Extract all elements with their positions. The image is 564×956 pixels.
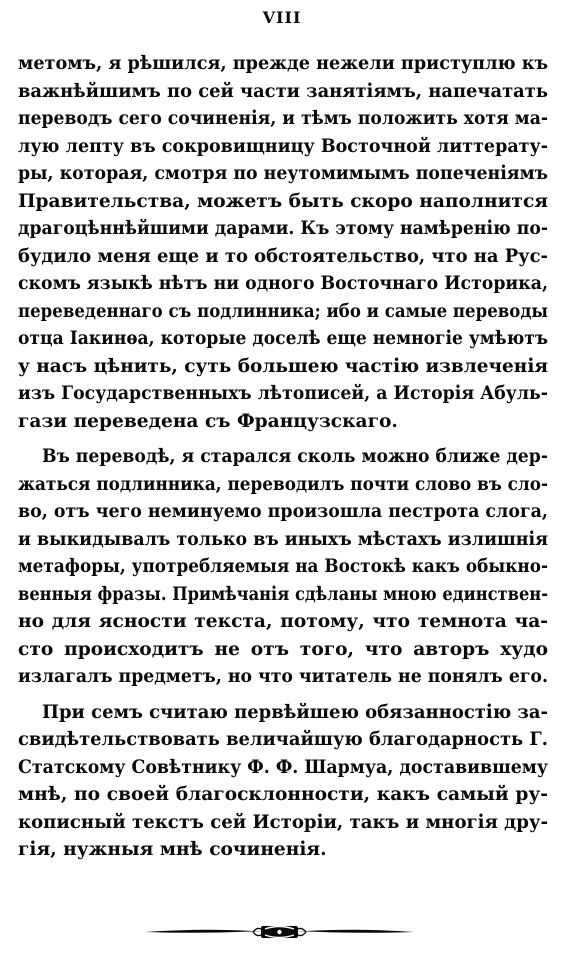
- text-line: драгоцѣннѣйшими дарами. Къ этому намѣренію по-: [18, 218, 548, 239]
- paragraph-2: [18, 443, 548, 691]
- text-line: кописный текстъ сей Исторіи, такъ и многія дру-: [18, 811, 548, 833]
- text-line: изъ Государственныхъ лѣтописей, а Исторія Абуль-: [18, 383, 548, 404]
- text-line: свидѣтельствовать величайшую благодарность Г.: [18, 729, 548, 750]
- text-line: гази переведена съ Французскаго.: [18, 410, 398, 432]
- text-line: сто происходитъ не отъ того, что авторъ худо: [18, 638, 548, 660]
- text-line: метомъ, я рѣшился, прежде нежели приступлю къ: [18, 53, 548, 74]
- text-line: будило меня еще и то обстоятельство, что на Рус-: [18, 245, 548, 267]
- text-line: лую лепту въ сокровищницу Восточной литтерату-: [18, 135, 548, 157]
- text-line: гія, нужныя мнѣ сочиненія.: [18, 839, 327, 860]
- text-line: переведеннаго съ подлинника; ибо и самые переводы: [18, 300, 548, 322]
- text-line: ры, которая, смотря по неутомимымъ попеченіямъ: [18, 163, 548, 184]
- page-number: VIII: [262, 8, 302, 27]
- body-text: [18, 50, 548, 864]
- text-line: важнѣйшимъ по сей части занятіямъ, напечатать: [18, 80, 548, 102]
- paragraph-1: [18, 50, 548, 435]
- paragraph-3: [18, 699, 548, 864]
- text-line: у насъ цѣнить, суть большею частію извлеченія: [18, 355, 548, 377]
- text-line: во, отъ чего неминуемо произошла пестрота слога,: [18, 501, 548, 522]
- text-line: но для ясности текста, потому, что темнота ча-: [18, 611, 548, 632]
- text-line: мнѣ, по своей благосклонности, какъ самый ру-: [18, 784, 548, 805]
- text-line: Правительства, можетъ быть скоро наполнится: [18, 190, 548, 212]
- text-line: Статскому Совѣтнику Ф. Ф. Шармуа, доставившему: [18, 756, 548, 778]
- text-line: жаться подлинника, переводилъ почти слово въ сло-: [18, 473, 548, 495]
- tailpiece-ornament-icon: [143, 922, 416, 942]
- text-line: отца Іакинѳа, которые доселѣ еще немногіе умѣютъ: [18, 328, 548, 349]
- text-line: венныя фразы. Примѣчанія сдѣланы мною единствен-: [18, 583, 548, 605]
- text-line: метафоры, употребляемыя на Востокѣ какъ обыкно-: [18, 556, 548, 577]
- text-line: переводъ сего сочиненія, и тѣмъ положить хотя ма-: [18, 108, 548, 129]
- text-line: При семъ считаю первѣйшею обязанностію за-: [42, 701, 548, 723]
- text-line: излагалъ предметъ, но что читатель не понялъ его.: [18, 666, 548, 687]
- text-line: Въ переводѣ, я старался сколь можно ближе дер-: [42, 446, 548, 467]
- text-line: и выкидывалъ только въ иныхъ мѣстахъ излишнія: [18, 528, 548, 550]
- text-line: скомъ языкѣ нѣтъ ни одного Восточнаго Историка,: [18, 273, 548, 294]
